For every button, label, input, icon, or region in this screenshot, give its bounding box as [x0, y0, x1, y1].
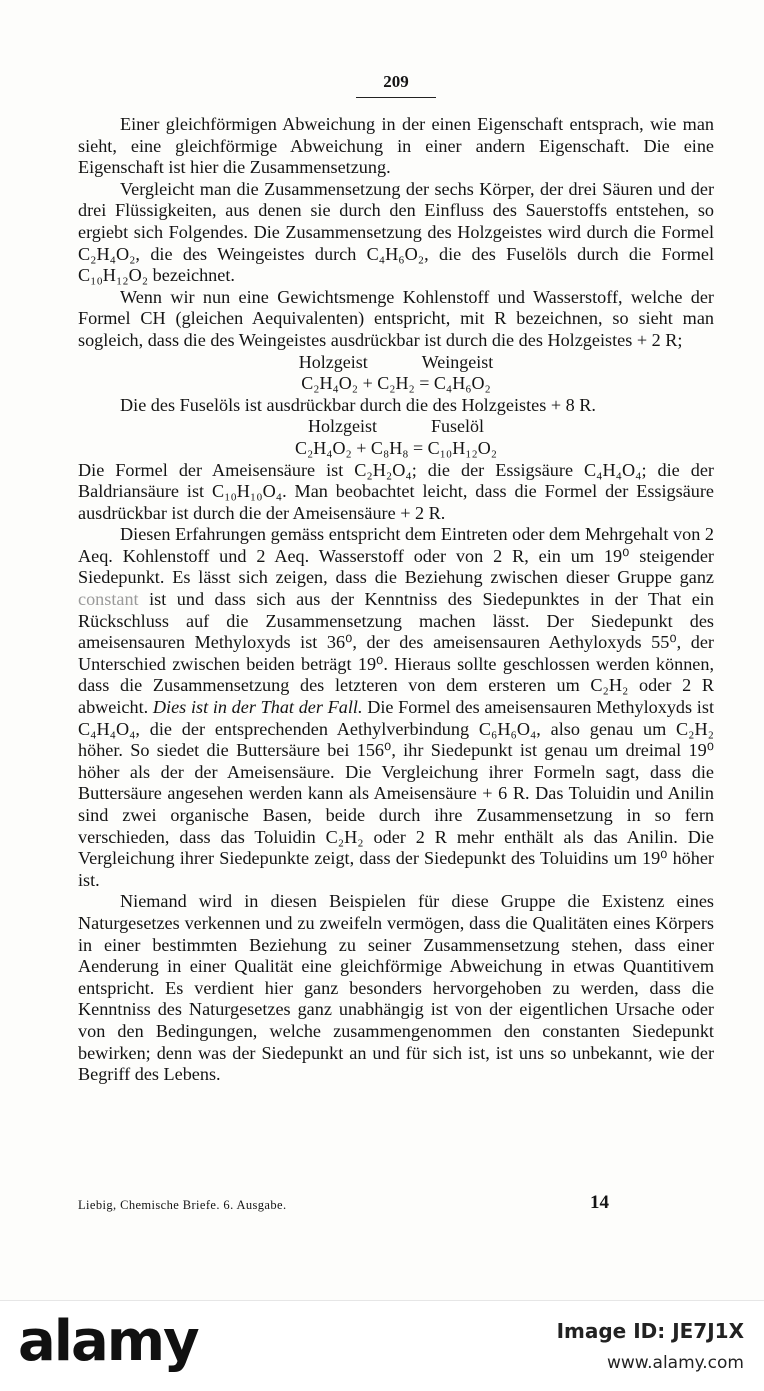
paragraph-1: Einer gleichförmigen Abweichung in der einen Eigenschaft entsprach, wie man sieht, eine gleichförmige Abweichung in einer andern Eigenschaft. Die eine Eigenschaft ist hier die Zusammensetzung. [78, 114, 714, 178]
image-id-label: Image ID: JE7J1X [556, 1319, 744, 1343]
page-number-rule [356, 97, 436, 98]
paragraph-niemand: Niemand wird in diesen Beispielen für diese Gruppe die Existenz eines Naturgesetzes verkennen und zu zweifeln vermögen, dass die Qualitäten eines Körpers in einer bestimmten Beziehung zu seiner Zusammensetzung stehen, dass einer Aenderung in einer Qualität eine gleichförmige Abweichung in etwas Quantitivem entspricht. Es verdient hier ganz besonders hervorgehoben zu werden, dass die Kenntniss des Naturgesetzes ganz unabhängig ist von der eigentlichen Ursache oder von den Bedingungen, welche zusammengenommen den constanten Siedepunkt bewirken; denn was der Siedepunkt an und für sich ist, ist uns so unbekannt, wie der Begriff des Lebens. [78, 891, 714, 1085]
erfahrungen-faded-word: constant [78, 589, 139, 610]
erfahrungen-text-mid: ist und dass sich aus der Kenntniss des Siedepunktes in der That ein Rückschluss auf die Zusammensetzung machen lässt. Der Siedepunkt des ameisensauren Methyloxyds ist 36⁰, der des ameisensauren Aethyloxyds 55⁰, der Unterschied zwischen beiden beträgt 19⁰. Hieraus sollte geschlossen werden können, dass die Zusammensetzung des letzteren von dem ersteren um C₂H₂ oder 2 R abweicht. [78, 589, 714, 718]
formula-2-left-label: Holzgeist [307, 416, 377, 437]
page-footer [78, 1192, 714, 1218]
erfahrungen-text-start: Diesen Erfahrungen gemäss entspricht dem Eintreten oder dem Mehrgehalt von 2 Aeq. Kohlenstoff und 2 Aeq. Wasserstoff oder von 2 R, ein um 19⁰ steigender Siedepunkt. Es lässt sich zeigen, dass die Beziehung zwischen dieser Gruppe ganz [78, 524, 714, 588]
formula-2-right-label: Fuselöl [430, 416, 484, 437]
footer-source: Liebig, Chemische Briefe. 6. Ausgabe. [78, 1198, 287, 1212]
formula-2-heading [78, 416, 714, 438]
erfahrungen-italic-text: Dies ist in der That der Fall. [152, 697, 363, 718]
site-url: www.alamy.com [606, 1353, 744, 1373]
formula-1-right-label: Weingeist [421, 351, 494, 372]
page-body [78, 114, 714, 1086]
formula-1-left-label: Holzgeist [298, 351, 368, 372]
paragraph-fuselol: Die des Fuselöls ist ausdrückbar durch die des Holzgeistes + 8 R. [120, 394, 596, 415]
paragraph-3: Wenn wir nun eine Gewichtsmenge Kohlenstoff und Wasserstoff, welche der Formel CH (gleichen Aequivalenten) entspricht, mit R bezeichnen, so sieht man sogleich, dass die des Weingeistes ausdrückbar ist durch die des Holzgeistes + 2 R; [78, 286, 714, 350]
signature-mark: 14 [590, 1192, 609, 1213]
formula-1-heading [78, 352, 714, 374]
formula-1-equation: C₂H₄O₂ + C₂H₂ = C₄H₆O₂ [301, 373, 491, 394]
alamy-logo: alamy [18, 1309, 198, 1374]
paragraph-erfahrungen [78, 524, 714, 891]
paragraph-formel: Die Formel der Ameisensäure ist C₂H₂O₄; die der Essigsäure C₄H₄O₄; die der Baldriansäure ist C₁₀H₁₀O₄. Man beobachtet leicht, dass die Formel der Essigsäure ausdrückbar ist durch die der Ameisensäure + 2 R. [78, 459, 714, 523]
page-number: 209 [383, 72, 409, 91]
erfahrungen-text-end: Die Formel des ameisensauren Methyloxyds ist C₄H₄O₄, die der entsprechenden Aethylverbindung C₆H₆O₄, also genau um C₂H₂ höher. So siedet die Buttersäure bei 156⁰, ihr Siedepunkt ist genau um dreimal 19⁰ höher als der der Ameisensäure. Die Vergleichung ihrer Formeln sagt, dass die Buttersäure angesehen werden kann als Ameisensäure + 6 R. Das Toluidin und Anilin sind zwei organische Basen, beide durch ihre Zusammensetzung in so fern verschieden, dass das Toluidin C₂H₂ oder 2 R mehr enthält als das Anilin. Die Vergleichung ihrer Siedepunkte zeigt, dass der Siedepunkt des Toluidins um 19⁰ höher ist. [78, 697, 714, 890]
paragraph-2: Vergleicht man die Zusammensetzung der sechs Körper, der drei Säuren und der drei Flüssigkeiten, aus denen sie durch den Einfluss des Sauerstoffs entstehen, so ergiebt sich Folgendes. Die Zusammensetzung des Holzgeistes wird durch die Formel C₂H₄O₂, die des Weingeistes durch C₄H₆O₂, die des Fuselöls durch die Formel C₁₀H₁₂O₂ bezeichnet. [78, 178, 714, 286]
watermark-banner [0, 1300, 764, 1391]
formula-2-equation: C₂H₄O₂ + C₈H₈ = C₁₀H₁₂O₂ [294, 437, 498, 458]
